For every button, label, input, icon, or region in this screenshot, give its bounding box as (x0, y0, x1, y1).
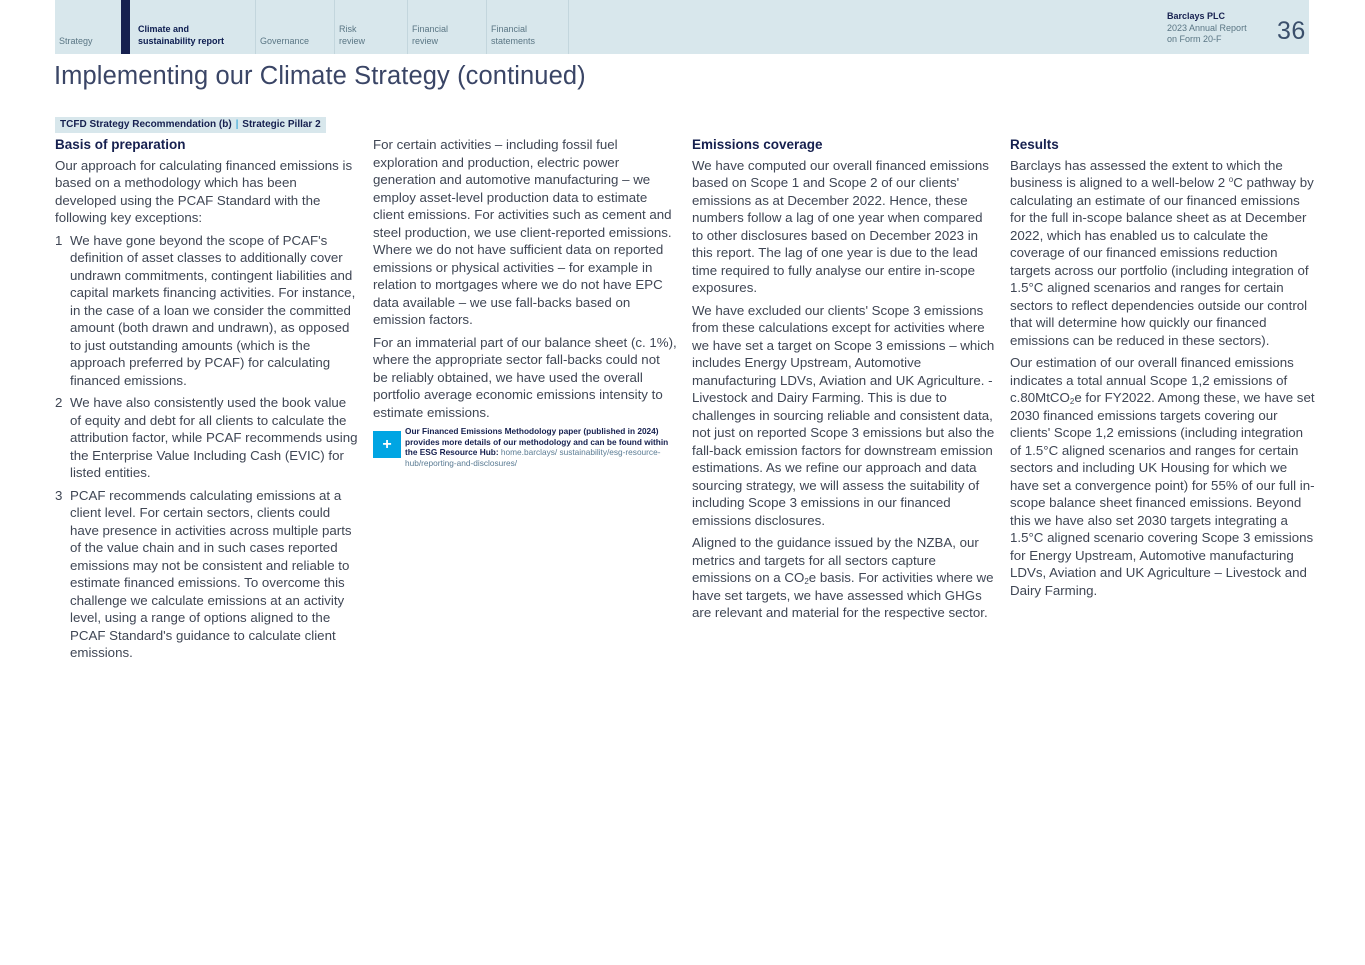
column-results (1010, 136, 1315, 604)
methodology-callout (373, 426, 678, 468)
list-item-text: We have also consistently used the book value of equity and debt for all clients to calculate the attribution factor, while PCAF recommends using the Enterprise Value Including Cash (EVIC) for listed entities. (70, 395, 358, 480)
paragraph: Our estimation of our overall financed emissions indicates a total annual Scope 1,2 emissions of c.80MtCO$_2$e for FY2022. Among these, we have set 2030 financed emissions targets covering our clients' Scope 1,2 emissions (including integration of 1.5°C aligned scenarios and ranges for certain sectors and including UK Housing for which we have set a convergence point) for 55% of our full in-scope balance sheet financed emissions. Beyond this we have also set 2030 targets integrating a 1.5°C aligned scenario covering Scope 3 emissions for Energy Upstream, Automotive manufacturing LDVs, Aviation and UK Agriculture – Livestock and Dairy Farming. (1010, 355, 1315, 598)
paragraph: Barclays has assessed the extent to which the business is aligned to a well-below 2 $^o$C pathway by calculating an estimate of our financed emissions for the full in-scope balance sheet as at December 2022, which has enabled us to calculate the coverage of our financed emissions reduction targets across our portfolio (including integration of 1.5°C aligned scenarios and ranges for certain sectors to reflect dependencies outside our control that will determine how quickly our financed emissions can be reduced in these sectors). (1010, 157, 1314, 348)
section-heading-basis-of-preparation: Basis of preparation (55, 137, 186, 152)
section-heading-emissions-coverage: Emissions coverage (692, 137, 823, 152)
paragraph: Aligned to the guidance issued by the NZBA, our metrics and targets for all sectors capture emissions on a $CO_2e$ basis. For activities where we have set targets, we have assessed which GHGs are relevant and material for the respective sector. (692, 535, 994, 620)
paragraph: For an immaterial part of our balance sheet (c. 1%), where the appropriate sector fall-backs could not be reliably obtained, we have used the overall portfolio average economic emissions intensity to estimate emissions. (373, 334, 677, 420)
esg-resource-hub-link[interactable]: home.barclays/ sustainability/esg-resource-hub/reporting-and-disclosures/ (405, 447, 661, 468)
callout-bold-text: Our Financed Emissions Methodology paper (published in 2024) provides more details of our methodology and can be found within the ESG Resource Hub: (405, 426, 669, 457)
plus-icon: + (373, 431, 401, 458)
company-name: Barclays PLC (1167, 11, 1226, 21)
tab-financial-review[interactable]: Financial review (408, 0, 487, 54)
tcfd-recommendation-label: TCFD Strategy Recommendation (b) (60, 119, 232, 130)
list-item-text: We have gone beyond the scope of PCAF's definition of asset classes to additionally cover undrawn commitments, contingent liabilities and capital markets financing activities. For instance, in the case of a loan we consider the committed amount (both drawn and undrawn), as opposed to just outstanding amounts (which is the approach preferred by PCAF) for calculating financed emissions. (70, 232, 356, 388)
list-number: 1 (55, 232, 63, 248)
list-item (55, 394, 360, 482)
basis-intro: Our approach for calculating financed emissions is based on a methodology which has been developed using the PCAF Standard with the following key exceptions: (55, 157, 353, 225)
tcfd-tag (55, 117, 326, 133)
report-name-line1: 2023 Annual Report (1167, 22, 1247, 33)
tab-governance[interactable]: Governance (256, 0, 335, 54)
callout-text (405, 426, 678, 468)
report-name-line2: on Form 20-F (1167, 34, 1222, 44)
paragraph: We have excluded our clients' Scope 3 emissions from these calculations except for activities where we have set a target on Scope 3 emissions – which includes Energy Upstream, Automotive manufacturing LDVs, Aviation and UK Agriculture. - Livestock and Dairy Farming. This is due to challenges in sourcing reliable and consistent data, not just on reported Scope 3 emissions but also the fall-back emission factors for downstream emission estimations. As we refine our approach and data sourcing strategy, we will assess the suitability of including Scope 3 emissions in our financed emissions disclosures. (692, 302, 995, 528)
paragraph: For certain activities – including fossil fuel exploration and production, electric power generation and automotive manufacturing – we employ asset-level production data to estimate client emissions. For activities such as cement and steel production, we use client-reported emissions. Where we do not have sufficient data on reported emissions or physical activities – for example in relation to mortgages where we do not have EPC data available – we use fall-backs based on emission factors. (373, 137, 672, 327)
list-item (55, 232, 360, 390)
tab-financial-statements[interactable]: Financial statements (487, 0, 569, 54)
strategic-pillar-label: Strategic Pillar 2 (242, 119, 321, 130)
tab-risk-review[interactable]: Risk review (335, 0, 408, 54)
column-emissions-coverage (692, 136, 997, 627)
section-heading-results: Results (1010, 137, 1059, 152)
tag-separator: | (235, 119, 239, 130)
list-item-text: PCAF recommends calculating emissions at a client level. For certain sectors, clients could have presence in activities across multiple parts of the value chain and in such cases reported emissions may not be consistent and reliable to estimate financed emissions. To overcome this challenge we calculate emissions at an activity level, using a range of options aligned to the PCAF Standard's guidance to calculate client emissions. (70, 487, 352, 660)
list-number: 2 (55, 395, 63, 410)
column-methodology-continued (373, 136, 678, 468)
page-number: 36 (1277, 17, 1306, 45)
column-basis-of-preparation (55, 136, 360, 667)
tab-strategy[interactable]: Strategy (55, 0, 125, 54)
paragraph: We have computed our overall financed emissions based on Scope 1 and Scope 2 of our clients' emissions as at December 2022. Hence, these numbers follow a lag of one year when compared to other disclosures based on December 2023 in this report. The lag of one year is due to the lead time required to fully analyse our entire in-scope exposures. (692, 157, 989, 295)
section-nav-bar (55, 0, 1309, 54)
tab-climate-and-sustainability-report[interactable]: Climate and sustainability report (134, 0, 256, 54)
report-brand (1167, 11, 1247, 46)
list-number: 3 (55, 487, 63, 503)
page-title: Implementing our Climate Strategy (continued) (54, 62, 586, 90)
exceptions-list (55, 232, 360, 662)
list-item (55, 487, 360, 662)
